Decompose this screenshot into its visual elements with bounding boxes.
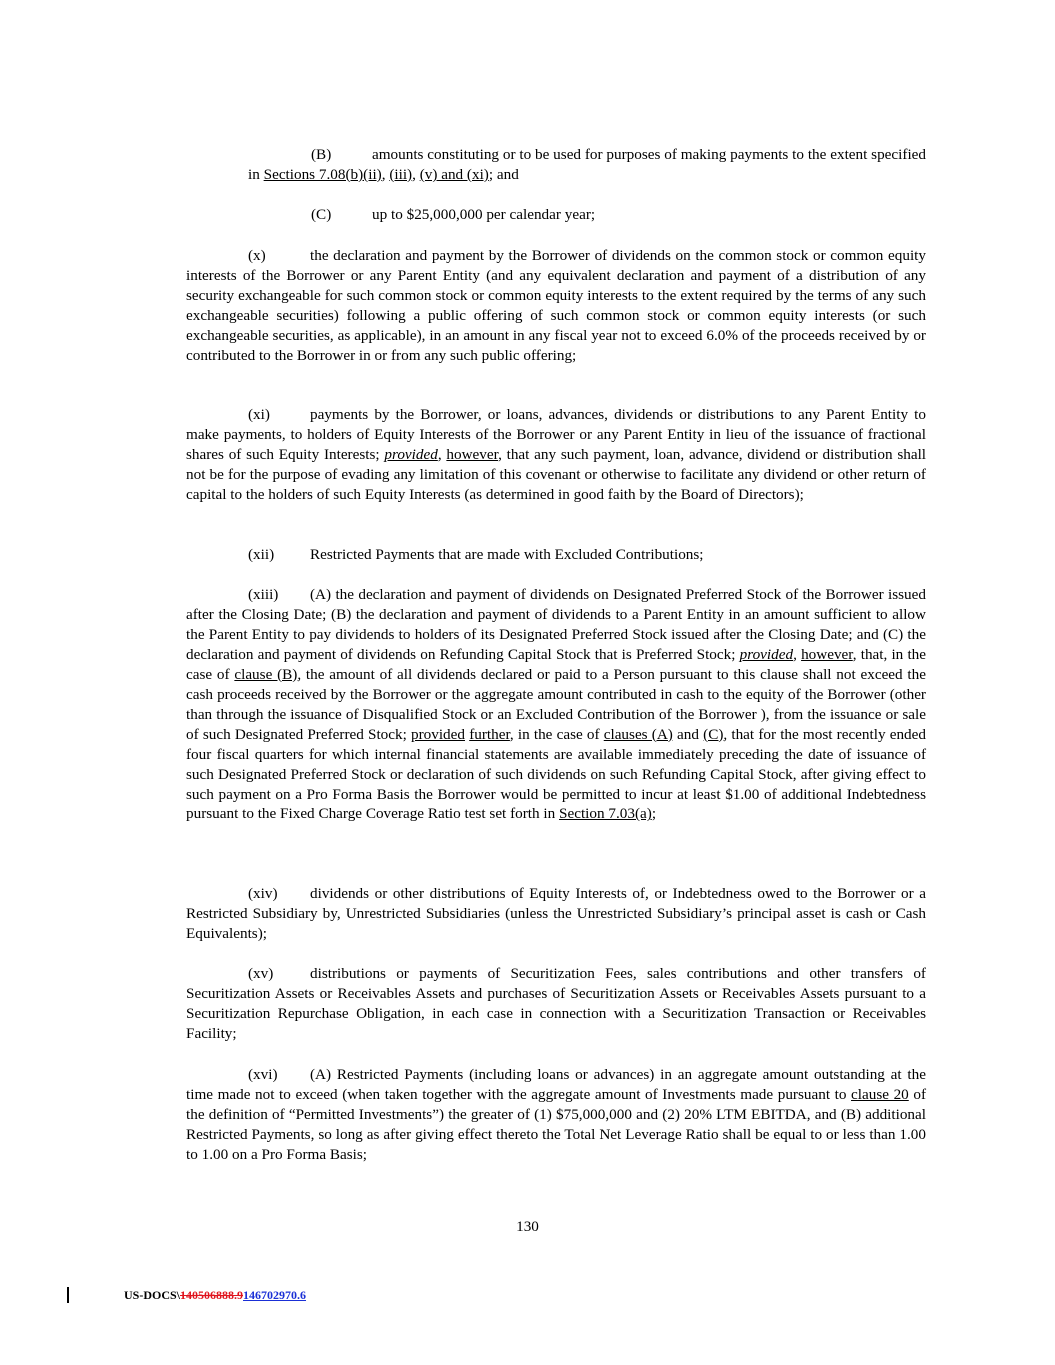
paragraph-xv <box>186 964 926 1044</box>
separator: , <box>412 165 420 183</box>
clause-text: and <box>672 725 704 743</box>
proviso-term: provided <box>411 725 465 743</box>
clause-label: (xv) <box>248 965 274 982</box>
proviso-term: provided <box>739 645 794 663</box>
paragraph-x <box>186 246 926 366</box>
clause-text: payments by the Borrower, or loans, advances, dividends or distributions to any Parent Entity to make payments, to holders of Equity Interests of the Borrower or any Parent Entity in lieu of the issuance of fractional shares of such Equity Interests; <box>186 406 926 463</box>
clause-label: (C) <box>311 206 332 223</box>
cross-reference: Sections 7.08(b)(ii) <box>263 165 382 183</box>
clause-label: (xvi) <box>248 1066 278 1083</box>
paragraph-xiv <box>186 884 926 944</box>
clause-text: (A) Restricted Payments (including loans or advances) in an aggregate amount outstanding at the time made not to exceed (when taken together with the aggregate amount of Investments made pursuant to <box>186 1066 926 1103</box>
cross-reference: (v) and (xi) <box>419 165 489 183</box>
clause-text: , that any such payment, loan, advance, dividend or distribution shall not be for the purpose of evading any limitation of this covenant or otherwise to facilitate any dividend or other return of capital to the holders of such Equity Interests (as determined in good faith by the Board of Directors); <box>186 445 927 503</box>
clause-text: (A) the declaration and payment of dividends on Designated Preferred Stock of the Borrower issued after the Closing Date; (B) the declaration and payment of dividends to a Parent Entity in an amount sufficient to allow the Parent Entity to pay dividends to holders of its Designated Preferred Stock issued after the Closing Date; and (C) the declaration and payment of dividends on Refunding Capital Stock that is Preferred Stock; <box>186 586 926 663</box>
cross-reference: clauses (A) <box>603 725 673 743</box>
clause-text: , the amount of all dividends declared or paid to a Person pursuant to this clause shall not exceed the cash proceeds received by the Borrower or the aggregate amount contributed in cash to the equity of the Borrower (other than through the issuance of Disqualified Stock or an Excluded Contribution of the Borrower ), from the issuance or sale of such Designated Preferred Stock; <box>186 665 926 743</box>
separator: , <box>381 165 390 183</box>
clause-text: amounts constituting or to be used for purposes of making payments to the extent specified in <box>248 146 926 183</box>
proviso-term: however <box>446 445 499 463</box>
paragraph-xi <box>186 405 926 505</box>
clause-text: Restricted Payments that are made with Excluded Contributions; <box>310 546 704 563</box>
separator: , <box>437 445 447 463</box>
paragraph-xvi <box>186 1065 926 1165</box>
page-number: 130 <box>516 1218 539 1235</box>
proviso-term: provided <box>384 445 438 463</box>
clause-text: ; and <box>488 165 519 183</box>
clause-text: ; <box>651 805 657 823</box>
clause-label: (xii) <box>248 546 275 563</box>
cross-reference: clause 20 <box>851 1085 909 1103</box>
proviso-term: however <box>801 645 853 663</box>
cross-reference: (C) <box>703 725 724 743</box>
paragraph-xiii <box>186 585 926 824</box>
clause-text: up to $25,000,000 per calendar year; <box>372 206 596 223</box>
proviso-term: further <box>469 725 510 743</box>
clause-label: (xi) <box>248 406 270 423</box>
clause-label: (x) <box>248 247 266 264</box>
cross-reference: clause (B) <box>234 665 298 683</box>
clause-text: distributions or payments of Securitization Fees, sales contributions and other transfers of Securitization Assets or Receivables Assets and purchases of Securitization Assets or Receivables Assets pursuant to a Securitization Repurchase Obligation, in each case in connection with a Securitization Transaction or Receivables Facility; <box>186 965 926 1042</box>
clause-text: , in the case of <box>509 725 604 743</box>
clause-label: (xiv) <box>248 885 278 902</box>
clause-text: of the definition of “Permitted Investments”) the greater of (1) $75,000,000 and (2) 20% LTM EBITDA, and (B) additional Restricted Payments, so long as after giving effect thereto the Total Net Leverage Ratio shall be equal to or less than 1.00 to 1.00 on a Pro Forma Basis; <box>186 1085 927 1163</box>
separator: , <box>793 645 802 663</box>
paragraph-C <box>248 205 926 225</box>
cross-reference: Section 7.03(a) <box>559 805 652 823</box>
footer-inserted-id: 146702970.6 <box>243 1288 307 1302</box>
clause-text: , that for the most recently ended four fiscal quarters for which internal financial statements are available immediately preceding the date of issuance of such Designated Preferred Stock or declaration of such dividends on such Refunding Capital Stock, after giving effect to such payment on a Pro Forma Basis the Borrower would be permitted to incur at least $1.00 of additional Indebtedness pursuant to the Fixed Charge Coverage Ratio test set forth in <box>186 725 926 823</box>
footer-prefix: US-DOCS\ <box>124 1288 181 1302</box>
paragraph-B <box>248 145 926 185</box>
clause-label: (B) <box>311 146 332 163</box>
clause-text: , that, in the case of <box>186 645 927 683</box>
paragraph-xii <box>186 545 926 565</box>
clause-text: the declaration and payment by the Borrower of dividends on the common stock or common equity interests of the Borrower or any Parent Entity (and any equivalent declaration and payment of a distribution of any security exchangeable for such common stock or common equity interests to the extent required by the terms of any such exchangeable securities) following a public offering of such common stock or common equity interests (or such exchangeable securities, as applicable), in an amount in any fiscal year not to exceed 6.0% of the proceeds received by or contributed to the Borrower in or from any such public offering; <box>186 247 926 364</box>
document-footer <box>124 1288 306 1303</box>
clause-label: (xiii) <box>248 586 279 603</box>
change-bar <box>67 1287 69 1303</box>
footer-deleted-id: 140506888.9 <box>180 1288 244 1302</box>
cross-reference: (iii) <box>389 165 413 183</box>
clause-text: dividends or other distributions of Equity Interests of, or Indebtedness owed to the Borrower or a Restricted Subsidiary by, Unrestricted Subsidiaries (unless the Unrestricted Subsidiary’s principal asset is cash or Cash Equivalents); <box>186 885 926 942</box>
